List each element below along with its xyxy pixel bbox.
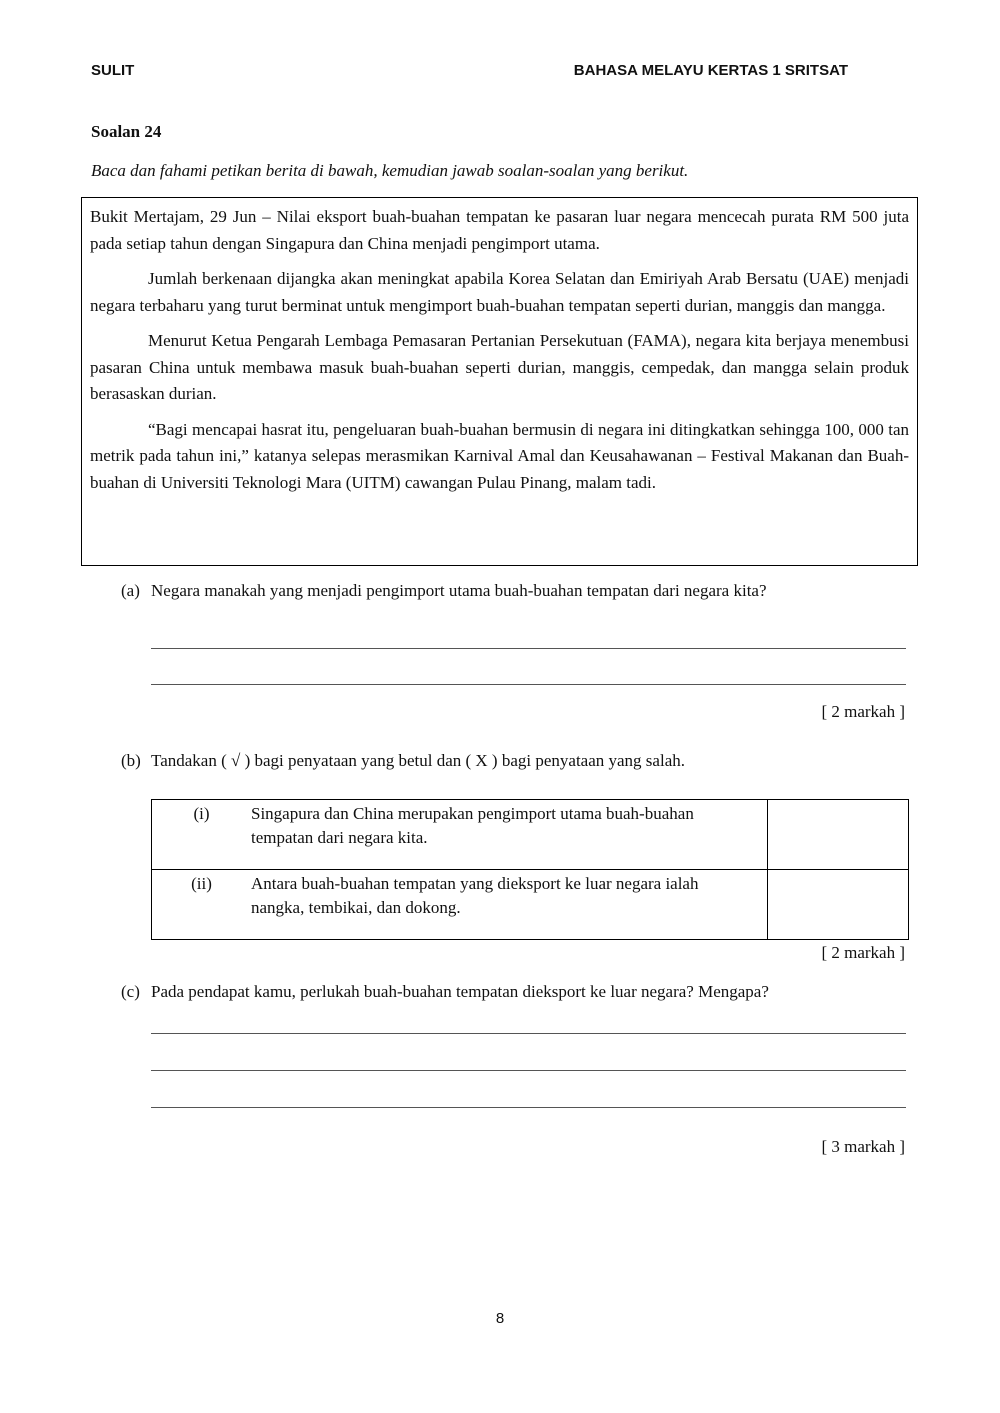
part-a-label: (a) — [121, 581, 140, 600]
passage-paragraph: Menurut Ketua Pengarah Lembaga Pemasaran Pertanian Persekutuan (FAMA), negara kita berjaya menembusi pasaran China untuk membawa masuk buah-buahan seperti durian, manggis, cempedak, dan mangga selain produk berasaskan durian. — [90, 331, 909, 403]
header-right: BAHASA MELAYU KERTAS 1 SRITSAT — [573, 62, 848, 79]
part-b-question — [121, 751, 685, 771]
statement-cell — [152, 800, 768, 870]
passage-paragraph: “Bagi mencapai hasrat itu, pengeluaran buah-buahan bermusin di negara ini ditingkatkan sehingga 100, 000 tan metrik pada tahun ini,” katanya selepas merasmikan Karnival Amal dan Keusahawanan – Festival Makanan dan Buah-buahan di Universiti Teknologi Mara (UITM) cawangan Pulau Pinang, malam tadi. — [90, 419, 909, 492]
answer-line[interactable] — [151, 1033, 906, 1034]
answer-box[interactable] — [768, 870, 909, 940]
passage-paragraph: Jumlah berkenaan dijangka akan meningkat apabila Korea Selatan dan Emiriyah Arab Bersatu (UAE) menjadi negara terbaharu yang turut berminat untuk mengimport buah-buahan tempatan seperti durian, manggis dan mangga. — [90, 269, 909, 315]
part-b-marks: [ 2 markah ] — [821, 943, 905, 962]
news-passage — [81, 197, 918, 566]
statement-text: Singapura dan China merupakan pengimport utama buah-buahan tempatan dari negara kita. — [251, 804, 694, 847]
question-instruction: Baca dan fahami petikan berita di bawah, kemudian jawab soalan-soalan yang berikut. — [91, 161, 689, 180]
part-a-text: Negara manakah yang menjadi pengimport utama buah-buahan tempatan dari negara kita? — [151, 581, 767, 600]
part-b-label: (b) — [121, 751, 141, 770]
true-false-table — [151, 799, 909, 940]
table-row — [152, 800, 909, 870]
table-row — [152, 870, 909, 940]
part-c-marks: [ 3 markah ] — [821, 1137, 905, 1156]
statement-text: Antara buah-buahan tempatan yang dieksport ke luar negara ialah nangka, tembikai, dan dokong. — [251, 874, 699, 917]
part-b-text: Tandakan ( √ ) bagi penyataan yang betul dan ( X ) bagi penyataan yang salah. — [151, 751, 685, 770]
answer-line[interactable] — [151, 1070, 906, 1071]
page-number: 8 — [495, 1310, 505, 1327]
part-c-text: Pada pendapat kamu, perlukah buah-buahan tempatan dieksport ke luar negara? Mengapa? — [151, 982, 769, 1001]
passage-paragraph: Bukit Mertajam, 29 Jun – Nilai eksport buah-buahan tempatan ke pasaran luar negara mencecah purata RM 500 juta pada setiap tahun dengan Singapura dan China menjadi pengimport utama. — [90, 207, 909, 253]
statement-number: (i) — [193, 804, 210, 823]
header-left: SULIT — [91, 62, 135, 79]
answer-line[interactable] — [151, 1107, 906, 1108]
statement-number: (ii) — [191, 874, 212, 893]
answer-line[interactable] — [151, 648, 906, 649]
statement-cell — [152, 870, 768, 940]
answer-line[interactable] — [151, 684, 906, 685]
question-title: Soalan 24 — [91, 122, 162, 141]
part-a-question — [121, 581, 767, 601]
part-c-question — [121, 982, 769, 1002]
answer-box[interactable] — [768, 800, 909, 870]
part-a-marks: [ 2 markah ] — [821, 702, 905, 721]
part-c-label: (c) — [121, 982, 140, 1001]
